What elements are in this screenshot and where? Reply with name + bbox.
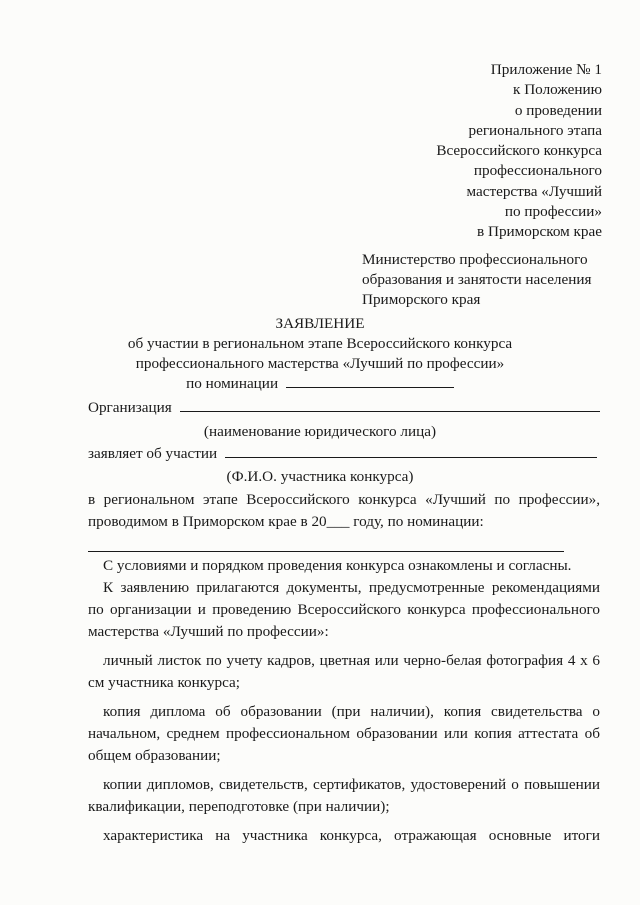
declares-label: заявляет об участии [88, 445, 218, 462]
body-text [88, 555, 600, 847]
stage-line: проводимом в Приморском крае в 20___ году, по номинации: [88, 513, 484, 530]
body-paragraph: копии дипломов, свидетельств, сертификатов, удостоверений о повышении квалификации, переподготовке (при наличии); [88, 776, 600, 815]
organization-blank [180, 399, 600, 412]
addressee-line: Министерство профессионального [362, 251, 588, 268]
document-title-block [0, 314, 640, 394]
addressee-line: Приморского края [362, 291, 481, 308]
appendix-line: в Приморском крае [477, 223, 602, 241]
appendix-line: Всероссийского конкурса [436, 142, 602, 160]
appendix-line: профессионального [473, 162, 602, 180]
body-paragraph: К заявлению прилагаются документы, предусмотренные рекомендациями по организации и проведению Всероссийского конкурса профессионального мастерства «Лучший по профессии»: [88, 579, 600, 640]
declares-row [88, 444, 597, 464]
document-heading: ЗАЯВЛЕНИЕ [275, 315, 365, 332]
title-line: профессионального мастерства «Лучший по профессии» [135, 355, 505, 372]
addressee-line: образования и занятости населения [362, 271, 592, 288]
organization-row [88, 398, 600, 418]
appendix-line: по профессии» [504, 203, 602, 221]
nomination-blank [286, 375, 454, 388]
stage-paragraph [88, 489, 600, 533]
declares-blank [225, 445, 597, 458]
nomination-line [0, 374, 640, 394]
appendix-line: Приложение № 1 [490, 61, 602, 78]
appendix-line: о проведении [514, 101, 602, 119]
stage-line: в региональном этапе Всероссийского конкурса «Лучший по профессии», [88, 491, 600, 508]
nomination-label: по номинации [186, 375, 279, 392]
body-paragraph: С условиями и порядком проведения конкурса ознакомлены и согласны. [103, 557, 572, 574]
nomination-fill-blank [88, 539, 564, 552]
organization-label: Организация [88, 399, 172, 416]
appendix-block [436, 60, 602, 243]
body-paragraph: характеристика на участника конкурса, отражающая основные итоги [103, 827, 600, 844]
participant-caption: (Ф.И.О. участника конкурса) [226, 468, 414, 485]
addressee-block [362, 250, 592, 310]
appendix-line: мастерства «Лучший [466, 182, 602, 200]
organization-caption: (наименование юридического лица) [203, 423, 437, 440]
appendix-line: к Положению [513, 81, 602, 99]
body-paragraph: личный листок по учету кадров, цветная или черно-белая фотография 4 х 6 см участника конкурса; [88, 652, 600, 691]
title-line: об участии в региональном этапе Всероссийского конкурса [127, 335, 513, 352]
body-paragraph: копия диплома об образовании (при наличии), копия свидетельства о начальном, среднем профессиональном образовании или копия аттестата об общем образовании; [88, 703, 600, 764]
appendix-line: регионального этапа [468, 121, 602, 139]
